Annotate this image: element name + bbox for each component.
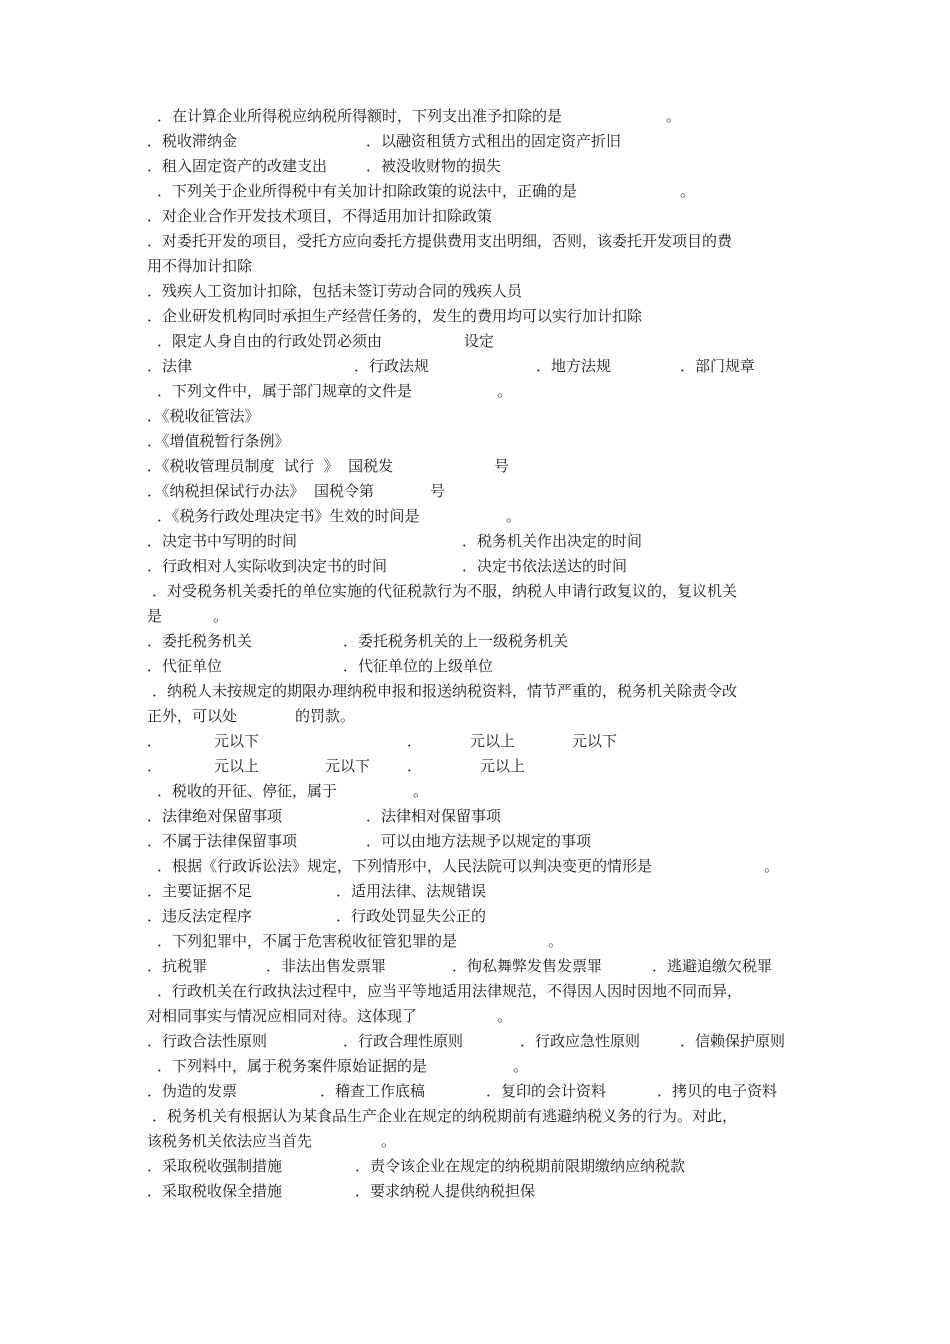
text-line-34-seg-0: ．抗税罪 xyxy=(147,957,208,975)
text-line-25-seg-1: 元以下 xyxy=(214,732,260,750)
text-line-12-seg-0: ．《税收征管法》 xyxy=(147,407,260,425)
text-line-35-seg-0: ．行政机关在行政执法过程中，应当平等地适用法律规范，不得因人因时因地不同而异， xyxy=(157,982,743,1000)
text-line-23-seg-0: ．纳税人未按规定的期限办理纳税申报和报送纳税资料，情节严重的，税务机关除责令改 xyxy=(152,682,738,700)
text-line-3-seg-1: 。 xyxy=(680,182,696,200)
text-line-33-seg-0: ．下列犯罪中，不属于危害税收征管犯罪的是 xyxy=(157,932,458,950)
text-line-10-seg-1: ．行政法规 xyxy=(354,357,430,375)
text-line-33-seg-1: 。 xyxy=(548,932,564,950)
text-line-25-seg-4: 元以下 xyxy=(572,732,618,750)
text-line-6-seg-0: 用不得加计扣除 xyxy=(147,257,253,275)
text-line-37-seg-0: ．行政合法性原则 xyxy=(147,1032,268,1050)
text-line-28-seg-0: ．法律绝对保留事项 xyxy=(147,807,283,825)
text-line-41-seg-0: 该税务机关依法应当首先 xyxy=(147,1132,313,1150)
text-line-37-seg-3: ．信赖保护原则 xyxy=(680,1032,786,1050)
text-line-39-seg-0: ．伪造的发票 xyxy=(147,1082,238,1100)
text-line-11-seg-1: 。 xyxy=(497,382,513,400)
text-line-17-seg-0: ．决定书中写明的时间 xyxy=(147,532,298,550)
text-line-2-seg-0: ．租入固定资产的改建支出 xyxy=(147,157,328,175)
text-line-28-seg-1: ．法律相对保留事项 xyxy=(366,807,502,825)
text-line-26-seg-3: ． xyxy=(407,757,423,775)
text-line-42-seg-0: ．采取税收强制措施 xyxy=(147,1157,283,1175)
text-line-29-seg-0: ．不属于法律保留事项 xyxy=(147,832,298,850)
text-line-25-seg-0: ． xyxy=(147,732,163,750)
text-line-41-seg-1: 。 xyxy=(381,1132,397,1150)
text-line-39-seg-1: ．稽查工作底稿 xyxy=(320,1082,426,1100)
text-line-39-seg-2: ．复印的会计资料 xyxy=(486,1082,607,1100)
text-line-30-seg-1: 。 xyxy=(764,857,780,875)
text-line-15-seg-0: ．《纳税担保试行办法》 国税令第 xyxy=(147,482,375,500)
text-line-34-seg-2: ．徇私舞弊发售发票罪 xyxy=(452,957,603,975)
text-line-38-seg-0: ．下列料中，属于税务案件原始证据的是 xyxy=(157,1057,428,1075)
text-line-18-seg-1: ．决定书依法送达的时间 xyxy=(462,557,628,575)
text-line-40-seg-0: ．税务机关有根据认为某食品生产企业在规定的纳税期前有逃避纳税义务的行为。对此， xyxy=(152,1107,738,1125)
text-line-25-seg-2: ． xyxy=(407,732,423,750)
text-line-7-seg-0: ．残疾人工资加计扣除，包括未签订劳动合同的残疾人员 xyxy=(147,282,523,300)
text-line-26-seg-1: 元以上 xyxy=(214,757,260,775)
text-line-20-seg-1: 。 xyxy=(213,607,229,625)
text-line-29-seg-1: ．可以由地方法规予以规定的事项 xyxy=(366,832,592,850)
text-line-34-seg-1: ．非法出售发票罪 xyxy=(266,957,387,975)
text-line-26-seg-4: 元以上 xyxy=(480,757,526,775)
text-line-17-seg-1: ．税务机关作出决定的时间 xyxy=(462,532,643,550)
text-line-9-seg-0: ．限定人身自由的行政处罚必须由 xyxy=(157,332,383,350)
text-line-11-seg-0: ．下列文件中，属于部门规章的文件是 xyxy=(157,382,413,400)
text-line-18-seg-0: ．行政相对人实际收到决定书的时间 xyxy=(147,557,388,575)
text-line-22-seg-1: ．代征单位的上级单位 xyxy=(343,657,494,675)
text-line-34-seg-3: ．逃避追缴欠税罪 xyxy=(652,957,773,975)
text-line-32-seg-0: ．违反法定程序 xyxy=(147,907,253,925)
text-line-37-seg-2: ．行政应急性原则 xyxy=(520,1032,641,1050)
text-line-16-seg-0: ．《税务行政处理决定书》生效的时间是 xyxy=(157,507,420,525)
text-line-36-seg-1: 。 xyxy=(497,1007,513,1025)
text-line-13-seg-0: ．《增值税暂行条例》 xyxy=(147,432,290,450)
text-line-36-seg-0: 对相同事实与情况应相同对待。这体现了 xyxy=(147,1007,418,1025)
text-line-31-seg-1: ．适用法律、法规错误 xyxy=(336,882,487,900)
text-line-14-seg-1: 号 xyxy=(494,457,510,475)
text-line-8-seg-0: ．企业研发机构同时承担生产经营任务的，发生的费用均可以实行加计扣除 xyxy=(147,307,643,325)
text-line-39-seg-3: ．拷贝的电子资料 xyxy=(657,1082,778,1100)
text-line-26-seg-2: 元以下 xyxy=(325,757,371,775)
text-line-24-seg-0: 正外，可以处 xyxy=(147,707,238,725)
text-line-37-seg-1: ．行政合理性原则 xyxy=(343,1032,464,1050)
text-line-31-seg-0: ．主要证据不足 xyxy=(147,882,253,900)
text-line-3-seg-0: ．下列关于企业所得税中有关加计扣除政策的说法中，正确的是 xyxy=(157,182,578,200)
text-line-10-seg-3: ．部门规章 xyxy=(680,357,756,375)
text-line-42-seg-1: ．责令该企业在规定的纳税期前限期缴纳应纳税款 xyxy=(355,1157,686,1175)
text-line-19-seg-0: ．对受税务机关委托的单位实施的代征税款行为不服，纳税人申请行政复议的，复议机关 xyxy=(152,582,738,600)
text-line-27-seg-1: 。 xyxy=(413,782,429,800)
text-line-0-seg-0: ．在计算企业所得税应纳税所得额时，下列支出准予扣除的是 xyxy=(157,107,563,125)
text-line-38-seg-1: 。 xyxy=(513,1057,529,1075)
text-line-0-seg-1: 。 xyxy=(666,107,682,125)
text-line-43-seg-1: ．要求纳税人提供纳税担保 xyxy=(355,1182,536,1200)
text-line-14-seg-0: ．《税收管理员制度 试行 》 国税发 xyxy=(147,457,394,475)
text-line-4-seg-0: ．对企业合作开发技术项目，不得适用加计扣除政策 xyxy=(147,207,493,225)
text-line-10-seg-2: ．地方法规 xyxy=(536,357,612,375)
text-line-25-seg-3: 元以上 xyxy=(470,732,516,750)
text-line-27-seg-0: ．税收的开征、停征，属于 xyxy=(157,782,338,800)
text-line-24-seg-1: 的罚款。 xyxy=(295,707,356,725)
text-line-30-seg-0: ．根据《行政诉讼法》规定，下列情形中，人民法院可以判决变更的情形是 xyxy=(157,857,653,875)
text-line-9-seg-1: 设定 xyxy=(464,332,495,350)
text-line-22-seg-0: ．代征单位 xyxy=(147,657,223,675)
text-line-26-seg-0: ． xyxy=(147,757,163,775)
text-line-20-seg-0: 是 xyxy=(147,607,163,625)
text-line-2-seg-1: ．被没收财物的损失 xyxy=(366,157,502,175)
text-line-32-seg-1: ．行政处罚显失公正的 xyxy=(336,907,487,925)
text-line-15-seg-1: 号 xyxy=(430,482,446,500)
text-line-21-seg-0: ．委托税务机关 xyxy=(147,632,253,650)
text-line-16-seg-1: 。 xyxy=(506,507,522,525)
text-line-1-seg-1: ．以融资租赁方式租出的固定资产折旧 xyxy=(366,132,622,150)
text-line-5-seg-0: ．对委托开发的项目，受托方应向委托方提供费用支出明细，否则，该委托开发项目的费 xyxy=(147,232,733,250)
text-line-43-seg-0: ．采取税收保全措施 xyxy=(147,1182,283,1200)
text-line-10-seg-0: ．法律 xyxy=(147,357,193,375)
text-line-1-seg-0: ．税收滞纳金 xyxy=(147,132,238,150)
text-line-21-seg-1: ．委托税务机关的上一级税务机关 xyxy=(343,632,569,650)
